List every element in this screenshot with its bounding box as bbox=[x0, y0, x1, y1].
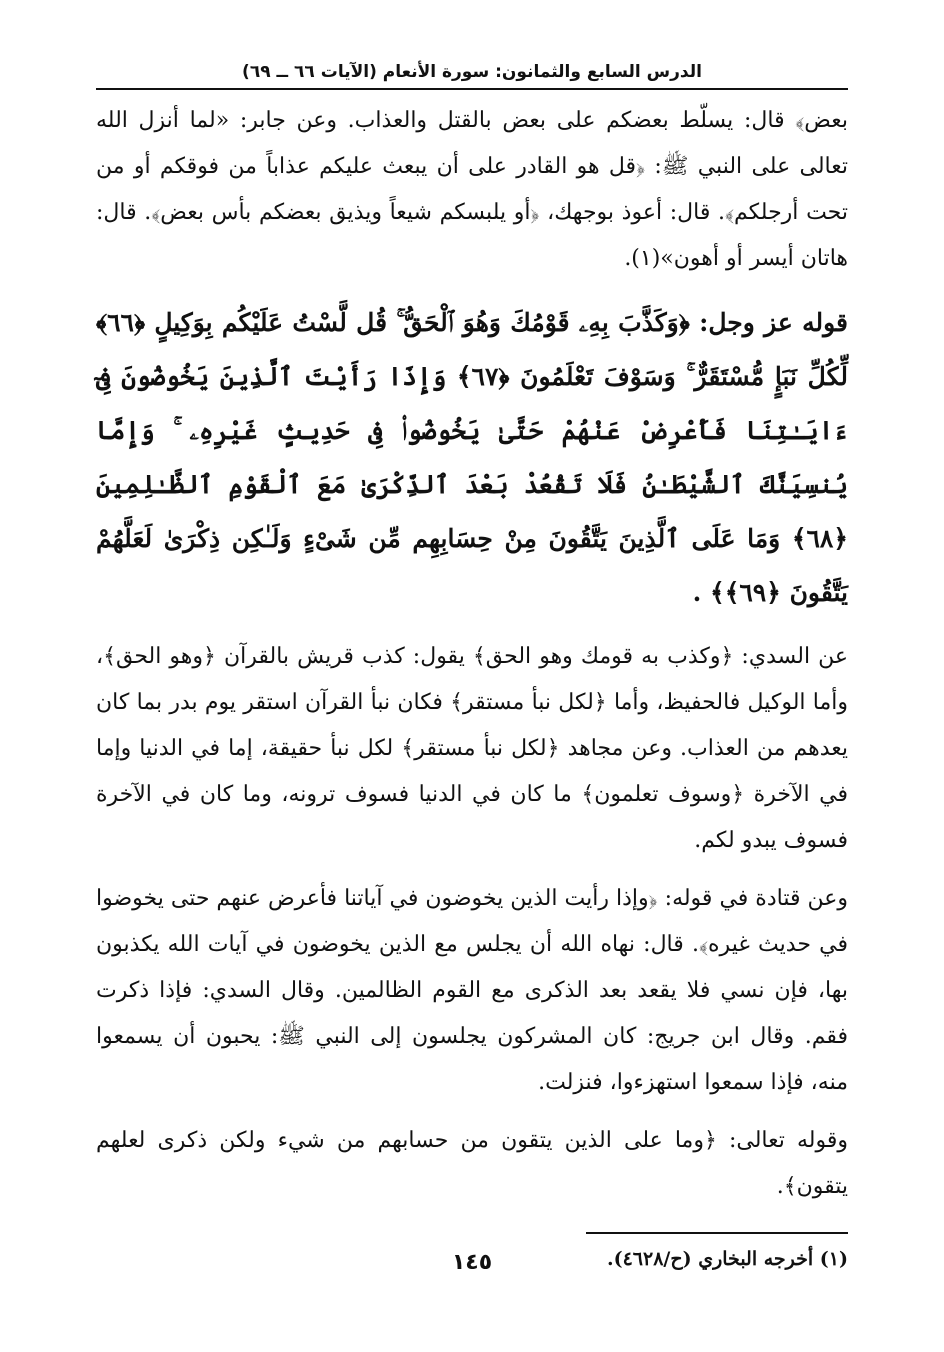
quran-verses-block bbox=[96, 296, 848, 620]
paragraph-jabir-hadith: بعض﴾ قال: يسلّط بعضكم على بعض بالقتل والعذاب. وعن جابر: «لما أنزل الله تعالى على النبي ﷺ: ﴿قل هو القادر على أن يبعث عليكم عذاباً من فوقكم أو من تحت أرجلكم﴾. قال: أعوذ بوجهك، ﴿أو يلبسكم شيعاً ويذيق بعضكم بأس بعض﴾. قال: هاتان أيسر أو أهون»(١). bbox=[96, 108, 848, 271]
paragraph-qatada-tafsir: وعن قتادة في قوله: ﴿وإذا رأيت الذين يخوضون في آياتنا فأعرض عنهم حتى يخوضوا في حديث غيره﴾. قال: نهاه الله أن يجلس مع الذين يخوضون في آيات الله يكذبون بها، فإن نسي فلا يقعد بعد الذكرى مع القوم الظالمين. وقال السدي: فإذا ذكرت فقم. وقال ابن جريج: كان المشركون يجلسون إلى النبي ﷺ: يحبون أن يسمعوا منه، فإذا سمعوا استهزءوا، فنزلت. bbox=[96, 886, 848, 1095]
quran-verses-text: ﴿وَكَذَّبَ بِهِۦ قَوْمُكَ وَهُوَ ٱلْحَقُّ ۚ قُل لَّسْتُ عَلَيْكُم بِوَكِيلٍ ﴿٦٦﴾ لِّكُلِّ نَبَإٍ مُّسْتَقَرٌّ ۚ وَسَوْفَ تَعْلَمُونَ ﴿٦٧﴾ وَإِذَا رَأَيْتَ ٱلَّذِينَ يَخُوضُونَ فِىٓ ءَايَـٰتِنَا فَأَعْرِضْ عَنْهُمْ حَتَّىٰ يَخُوضُوا۟ فِى حَدِيثٍ غَيْرِهِۦ ۚ وَإِمَّا يُنسِيَنَّكَ ٱلشَّيْطَـٰنُ فَلَا تَقْعُدْ بَعْدَ ٱلذِّكْرَىٰ مَعَ ٱلْقَوْمِ ٱلظَّـٰلِمِينَ ﴿٦٨﴾ وَمَا عَلَى ٱلَّذِينَ يَتَّقُونَ مِنْ حِسَابِهِم مِّن شَىْءٍ وَلَـٰكِن ذِكْرَىٰ لَعَلَّهُمْ يَتَّقُونَ ﴿٦٩﴾﴾ . bbox=[96, 308, 848, 607]
paragraph-suddi-tafsir: عن السدي: ﴿وكذب به قومك وهو الحق﴾ يقول: كذب قريش بالقرآن ﴿وهو الحق﴾، وأما الوكيل فالحفيظ، وأما ﴿لكل نبأ مستقر﴾ فكان نبأ القرآن استقر يوم بدر بما كان يعدهم من العذاب. وعن مجاهد ﴿لكل نبأ مستقر﴾ لكل نبأ حقيقة، إما في الدنيا وإما في الآخرة ﴿وسوف تعلمون﴾ ما كان في الدنيا فسوف ترونه، وما كان في الآخرة فسوف يبدو لكم. bbox=[96, 644, 848, 853]
running-header: الدرس السابع والثمانون: سورة الأنعام (الآيات ٦٦ ــ ٦٩) bbox=[96, 58, 848, 90]
page-body bbox=[96, 58, 848, 1274]
footnote: (١) أخرجه البخاري (ح/٤٦٢٨). bbox=[606, 1248, 848, 1270]
quran-lead-phrase: قوله عز وجل: bbox=[689, 308, 848, 337]
paragraph-verse-69: وقوله تعالى: ﴿وما على الذين يتقون من حسابهم من شيء ولكن ذكرى لعلهم يتقون﴾. bbox=[96, 1128, 848, 1199]
page-number: ١٤٥ bbox=[451, 1250, 493, 1275]
footnote-divider bbox=[586, 1232, 848, 1234]
